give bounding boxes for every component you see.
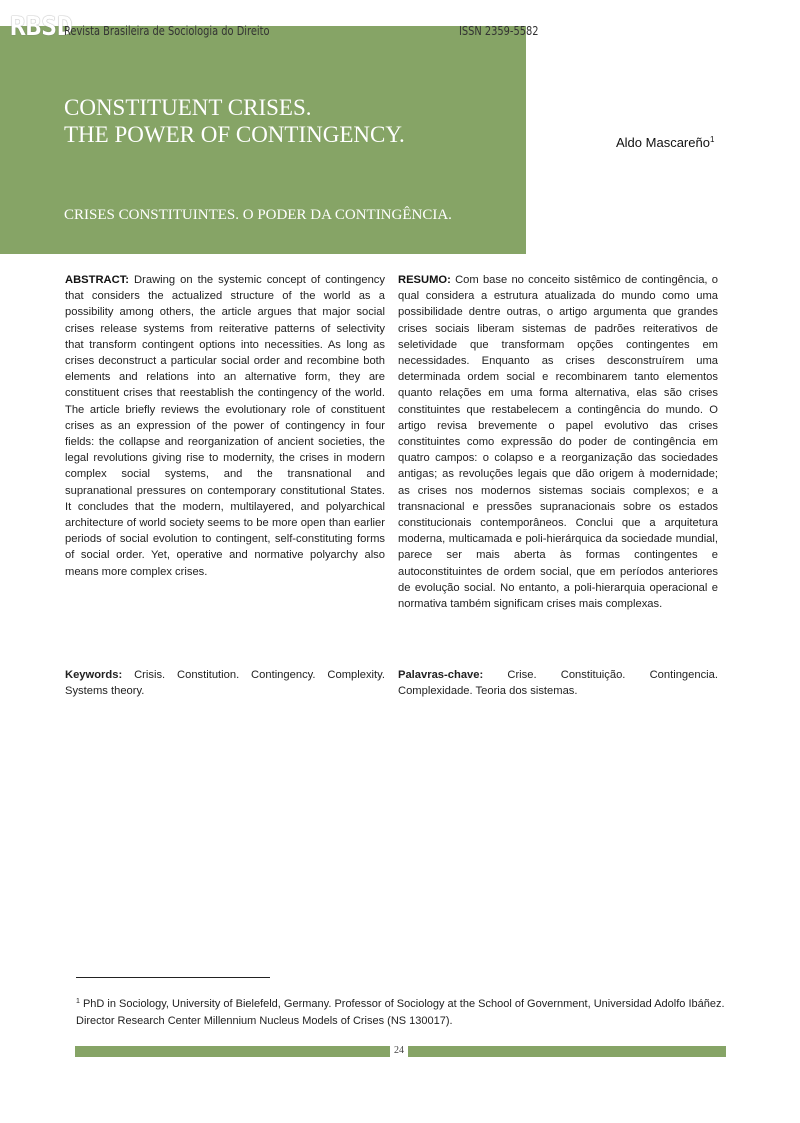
resumo-label: RESUMO: (398, 274, 451, 286)
footnote (76, 993, 726, 1030)
author-name (616, 135, 714, 150)
resumo-block (398, 272, 718, 612)
footnote-divider (76, 977, 270, 978)
article-title (64, 94, 405, 148)
palavras-chave-text: Crise. Constituição. Contingencia. Complexidade. Teoria dos sistemas. (398, 669, 718, 698)
palavras-chave-block (398, 667, 718, 699)
issn-label: ISSN 2359-5582 (459, 24, 539, 38)
author-footnote-marker: 1 (709, 135, 715, 144)
journal-name: Revista Brasileira de Sociologia do Direito (64, 24, 270, 38)
resumo-text: Com base no conceito sistêmico de contingência, o qual considera a estrutura atualizada do mundo como uma possibilidade dentre outras, o artigo argumenta que grandes crises sociais liberam sistemas de padrões reiterativos de seletividade que transformam opções contingentes em necessidades. Enquanto as crises desconstruírem uma determinada ordem social e recombinarem tanto elementos quanto relações em uma forma alternativa, elas são crises constituintes que restabelecem a contingência do mundo. O artigo revisa brevemente o papel evolutivo das crises constituintes como expressão do poder de contingência em quatro campos: o colapso e a reorganização das sociedades antigas; as revoluções legais que dão origem à modernidade; as crises nos modernos sistemas sociais complexos; e a transnacional e pressões supranacionais sobre os estados constitucionais contemporâneos. Conclui que a arquitetura moderna, multicamada e poli-hierárquica​ da sociedade mundial, parece ser mais aberta às formas contingentes e autoconstituintes de ordem social, que em períodos anteriores de evolução social. No entanto, a poli-hierarquia operacional e normativa também significam crises mais complexas. (398, 274, 718, 611)
keywords-text: Crisis. Constitution. Contingency. Complexity. Systems theory. (65, 669, 386, 698)
abstract-block (65, 272, 385, 580)
page-number: 24 (390, 1043, 408, 1059)
title-line-1: CONSTITUENT CRISES. (64, 95, 312, 120)
palavras-chave-label: Palavras-chave: (398, 669, 484, 681)
abstract-text: Drawing on the systemic concept of contingency that considers the actualized structure of the world as a possibility among others, the article argues that major social crises release systems from reiterative patterns of selectivity that transform contingent options into necessities. As long as crises deconstruct a particular social order and recombine both elements and relations into an alternative form, they are constituent crises that reestablish the contingency of the world. The article briefly reviews the evolutionary role of constituent crises as an expression of the power of contingency in four fields: the collapse and reorganization of ancient societies, the legal revolutions giving rise to modernity, the crises in modern complex social systems, and the transnational and supranational pressures on contemporary constitutional States. It concludes that the modern, multilayered, and polyarchical architecture of world society seems to be more open than earlier periods of social evolution to contingent, self-constituting forms of social order. Yet, operative and normative polyarchy also means more complex crises. (65, 274, 385, 578)
abstract-label: ABSTRACT: (65, 274, 130, 286)
journal-logo: RBSD (10, 12, 73, 42)
footnote-marker: 1 (76, 998, 80, 1005)
title-line-2: THE POWER OF CONTINGENCY. (64, 122, 405, 147)
keywords-block (65, 667, 385, 699)
keywords-label: Keywords: (65, 669, 123, 681)
article-subtitle: CRISES CONSTITUINTES. O PODER DA CONTINGÊNCIA. (64, 207, 452, 223)
author-name-text: Aldo Mascareño (616, 135, 710, 150)
footnote-text: PhD in Sociology, University of Bielefeld, Germany. Professor of Sociology at the School of Government, Universidad Adolfo Ibáñez. Director Research Center Millennium Nucleus Models of Crises (NS 130017). (76, 998, 725, 1027)
